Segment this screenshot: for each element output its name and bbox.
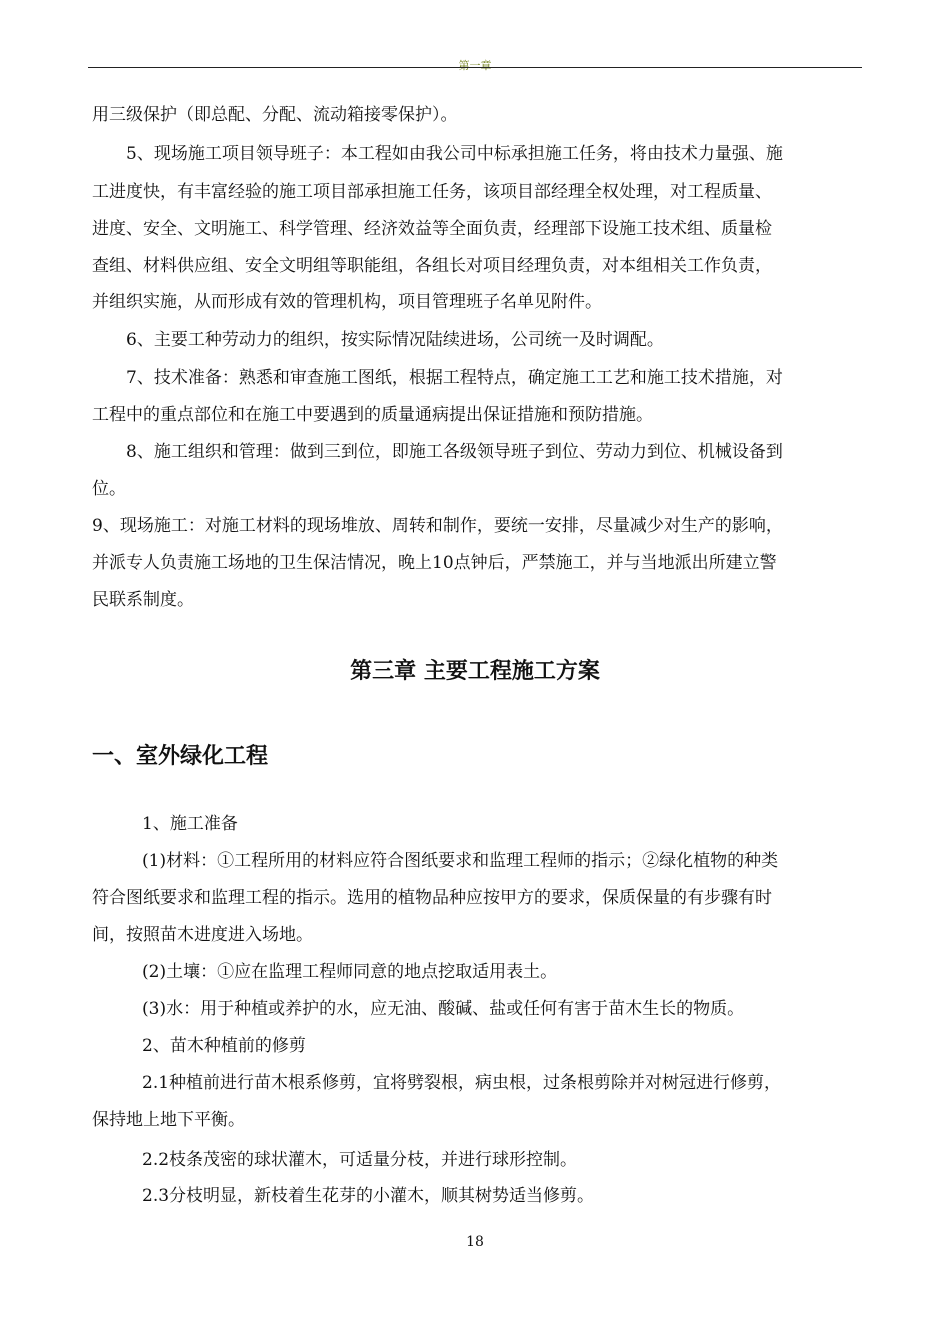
paragraph-line: (2)土壤：①应在监理工程师同意的地点挖取适用表土。 — [142, 962, 558, 982]
paragraph-line: 7、技术准备：熟悉和审查施工图纸，根据工程特点，确定施工工艺和施工技术措施，对 — [126, 368, 783, 388]
paragraph-line: 2.2枝条茂密的球状灌木，可适量分枝，并进行球形控制。 — [142, 1150, 578, 1170]
paragraph-line: 并组织实施，从而形成有效的管理机构，项目管理班子名单见附件。 — [92, 292, 602, 312]
paragraph-line: (1)材料：①工程所用的材料应符合图纸要求和监理工程师的指示；②绿化植物的种类 — [142, 851, 779, 871]
paragraph-line: 保持地上地下平衡。 — [92, 1110, 245, 1130]
paragraph-line: 8、施工组织和管理：做到三到位，即施工各级领导班子到位、劳动力到位、机械设备到 — [126, 442, 783, 462]
section-title: 一、室外绿化工程 — [92, 744, 269, 769]
running-header: 第一章 — [458, 59, 492, 72]
paragraph-line: 进度、安全、文明施工、科学管理、经济效益等全面负责，经理部下设施工技术组、质量检 — [92, 219, 772, 239]
header-divider — [88, 67, 862, 68]
paragraph-line: 间，按照苗木进度进入场地。 — [92, 925, 313, 945]
subsection-heading: 1、施工准备 — [142, 814, 238, 834]
paragraph-line: 2.1种植前进行苗木根系修剪，宜将劈裂根，病虫根，过条根剪除并对树冠进行修剪， — [142, 1073, 782, 1093]
paragraph-line: 工进度快，有丰富经验的施工项目部承担施工任务，该项目部经理全权处理，对工程质量、 — [92, 182, 772, 202]
paragraph-line: (3)水：用于种植或养护的水，应无油、酸碱、盐或任何有害于苗木生长的物质。 — [142, 999, 745, 1019]
paragraph-line: 民联系制度。 — [92, 590, 194, 610]
paragraph-line: 查组、材料供应组、安全文明组等职能组，各组长对项目经理负责，对本组相关工作负责， — [92, 256, 772, 276]
paragraph-line: 工程中的重点部位和在施工中要遇到的质量通病提出保证措施和预防措施。 — [92, 405, 653, 425]
paragraph-line: 6、主要工种劳动力的组织，按实际情况陆续进场，公司统一及时调配。 — [126, 330, 664, 350]
page-number: 18 — [466, 1234, 484, 1250]
paragraph-line: 符合图纸要求和监理工程的指示。选用的植物品种应按甲方的要求，保质保量的有步骤有时 — [92, 888, 772, 908]
paragraph-line: 并派专人负责施工场地的卫生保洁情况，晚上10点钟后，严禁施工，并与当地派出所建立警 — [92, 553, 777, 573]
chapter-title: 第三章 主要工程施工方案 — [350, 659, 600, 684]
paragraph-line: 用三级保护（即总配、分配、流动箱接零保护）。 — [92, 105, 458, 125]
paragraph-line: 9、现场施工：对施工材料的现场堆放、周转和制作，要统一安排，尽量减少对生产的影响， — [92, 516, 783, 536]
paragraph-line: 位。 — [92, 479, 126, 499]
subsection-heading: 2、苗木种植前的修剪 — [142, 1036, 306, 1056]
paragraph-line: 2.3分枝明显，新枝着生花芽的小灌木，顺其树势适当修剪。 — [142, 1186, 595, 1206]
paragraph-line: 5、现场施工项目领导班子：本工程如由我公司中标承担施工任务，将由技术力量强、施 — [126, 144, 783, 164]
